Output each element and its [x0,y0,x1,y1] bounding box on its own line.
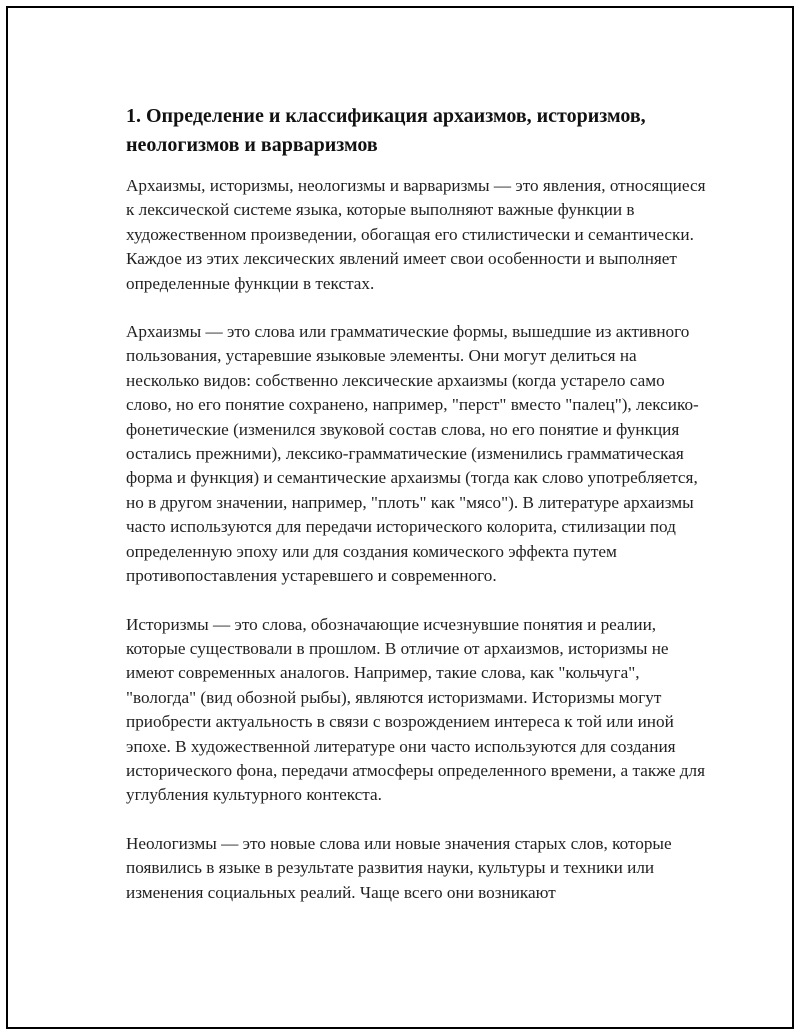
paragraph-archaisms: Архаизмы — это слова или грамматические формы, вышедшие из активного пользования, устаревшие языковые элементы. Они могут делиться на несколько видов: собственно лексические архаизмы (когда устарело само слово, но его понятие сохранено, например, "перст" вместо "палец"), лексико-фонетические (изменился звуковой состав слова, но его понятие и функция остались прежними), лексико-грамматические (изменились грамматическая форма и функция) и семантические архаизмы (тогда как слово употребляется, но в другом значении, например, "плоть" как "мясо"). В литературе архаизмы часто используются для передачи исторического колорита, стилизации под определенную эпоху или для создания комического эффекта путем противопоставления устаревшего и современного. [126,322,699,586]
paragraph-intro: Архаизмы, историзмы, неологизмы и варваризмы — это явления, относящиеся к лексической системе языка, которые выполняют важные функции в художественном произведении, обогащая его стилистически и семантически. Каждое из этих лексических явлений имеет свои особенности и выполняет определенные функции в текстах. [126,176,706,293]
page-frame [6,6,794,1029]
section-heading: 1. Определение и классификация архаизмов, историзмов, неологизмов и варваризмов [126,105,646,156]
document-body [126,102,706,929]
paragraph-historicisms: Историзмы — это слова, обозначающие исчезнувшие понятия и реалии, которые существовали в прошлом. В отличие от архаизмов, историзмы не имеют современных аналогов. Например, такие слова, как "кольчуга", "вологда" (вид обозной рыбы), являются историзмами. Историзмы могут приобрести актуальность в связи с возрождением интереса к той или иной эпохе. В художественной литературе они часто используются для создания исторического фона, передачи атмосферы определенного времени, а также для углубления культурного контекста. [126,614,705,805]
paragraph-neologisms: Неологизмы — это новые слова или новые значения старых слов, которые появились в языке в результате развития науки, культуры и техники или изменения социальных реалий. Чаще всего они возникают [126,833,672,902]
